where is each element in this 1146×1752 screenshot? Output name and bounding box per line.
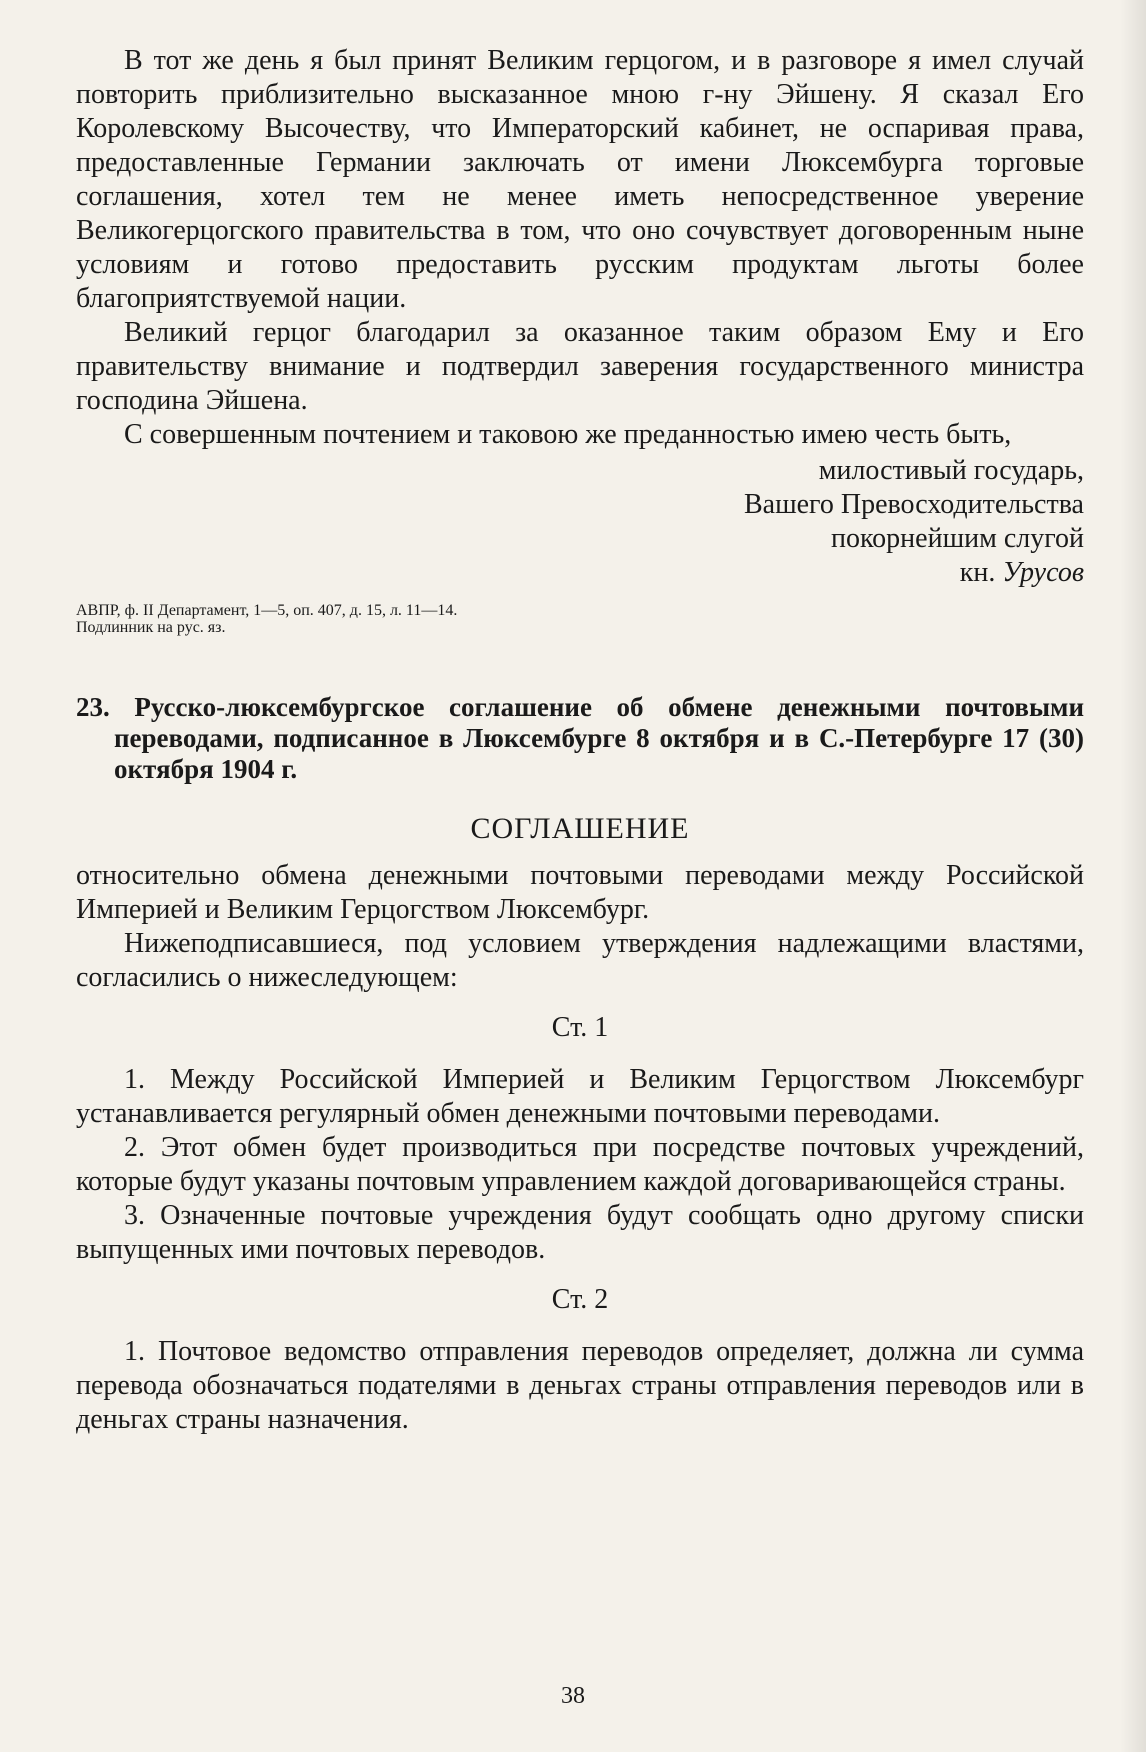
article-title: Ст. 1 (551, 1012, 609, 1043)
letter-paragraph: Великий герцог благодарил за оказанное таким образом Ему и Его правительству внимание и подтвердил заверения государственного министра господина Эйшена. (76, 317, 1084, 416)
letter-paragraph: В тот же день я был принят Великим герцогом, и в разговоре я имел случай повторить приблизительно высказанное мною г-ну Эйшену. Я сказал Его Королевскому Высочеству, что Императорский кабинет, не оспаривая права, предоставленные Германии заключать от имени Люксембурга торговые соглашения, хотел тем не менее иметь непосредственное уверение Великогерцогского правительства в том, что оно сочувствует договоренным ныне условиям и готово предоставить русским продуктам льготы более благоприятствуемой нации. (76, 45, 1084, 314)
letter-paragraph: С совершенным почтением и таковою же преданностью имею честь быть, (124, 419, 1012, 450)
agreement-subtitle: относительно обмена денежными почтовыми переводами между Российской Империей и Великим Герцогством Люксембург. (76, 860, 1084, 925)
page-number: 38 (561, 1683, 585, 1709)
article-clause: 1. Между Российской Империей и Великим Герцогством Люксембург устанавливается регулярный обмен денежными почтовыми переводами. (76, 1064, 1084, 1129)
closing-salutation: милостивый государь, (818, 455, 1084, 486)
agreement-preamble: Нижеподписавшиеся, под условием утверждения надлежащими властями, согласились о нижеследующем: (76, 928, 1084, 993)
article-1 (76, 1011, 1084, 1267)
letter-ending (76, 44, 1084, 636)
page-edge-shadow (1120, 0, 1146, 1752)
article-clause: 1. Почтовое ведомство отправления переводов определяет, должна ли сумма перевода обозначаться подателями в деньгах страны отправления переводов или в деньгах страны назначения. (76, 1336, 1084, 1435)
closing-servant: покорнейшим слугой (831, 523, 1084, 554)
article-2 (76, 1283, 1084, 1437)
article-clause: 3. Означенные почтовые учреждения будут сообщать одно другому списки выпущенных ими почтовых переводов. (76, 1200, 1084, 1265)
article-title: Ст. 2 (551, 1284, 609, 1315)
signature-prefix: кн. (959, 557, 996, 588)
archive-note: АВПР, ф. II Департамент, 1—5, оп. 407, д. 15, л. 11—14. Подлинник на рус. яз. (76, 602, 458, 636)
signature (76, 556, 1084, 590)
document-heading: 23. Русско-люксембургское соглашение об обмене денежными почтовыми переводами, подписанное в Люксембурге 8 октября и в С.-Петербурге 17 (30) октября 1904 г. (76, 692, 1084, 784)
document-23 (76, 692, 1084, 1437)
article-clause: 2. Этот обмен будет производиться при посредстве почтовых учреждений, которые будут указаны почтовым управлением каждой договаривающейся страны. (76, 1132, 1084, 1197)
signature-name: Урусов (1002, 557, 1084, 588)
agreement-title: СОГЛАШЕНИЕ (470, 812, 690, 845)
closing-excellency: Вашего Превосходительства (743, 489, 1084, 520)
